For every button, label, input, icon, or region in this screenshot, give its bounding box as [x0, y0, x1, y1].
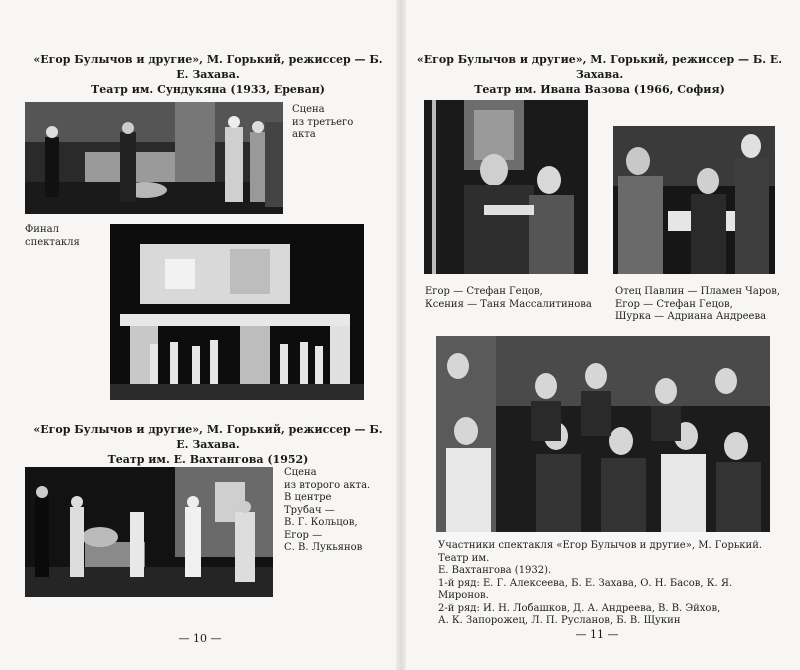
caption-vakhtangov-act2 [284, 467, 392, 555]
caption-line: 2-й ряд: И. Н. Лобашков, Д. А. Андреева, В. В. Эйхов, [438, 602, 721, 614]
caption-line: Егор — Стефан Гецов, [425, 286, 543, 297]
caption-yerevan-act3 [292, 104, 392, 142]
caption-line: из третьего [292, 116, 354, 128]
caption-line: Финал [25, 224, 59, 235]
photo-vakhtangov-act2 [25, 467, 273, 597]
caption-sofia-scene-2 [615, 286, 795, 324]
left-heading-2 [28, 422, 388, 467]
page-number-10: — 10 — [178, 632, 222, 645]
caption-line: акта [292, 129, 316, 140]
caption-line: Егор — Стефан Гецов, [615, 298, 733, 310]
caption-line: В. Г. Кольцов, [284, 517, 358, 528]
caption-line: Участники спектакля «Егор Булычов и другие», М. Горький. Театр им. [438, 540, 763, 564]
caption-line: Шурка — Адриана Андреева [615, 311, 767, 322]
caption-line: Е. Вахтангова (1932). [438, 565, 552, 576]
book-gutter [396, 0, 406, 670]
caption-line: Трубач — [284, 504, 335, 516]
left-heading-2-line1: «Егор Булычов и другие», М. Горький, режиссер — Б. Е. Захава. [33, 423, 383, 451]
photo-yerevan-act3 [25, 102, 283, 214]
caption-line: Ксения — Таня Массалитинова [425, 298, 592, 310]
caption-line: Сцена [292, 104, 325, 115]
right-heading-line1: «Егор Булычов и другие», М. Горький, режиссер — Б. Е. Захава. [416, 53, 783, 81]
photo-sofia-scene-2 [613, 126, 775, 274]
caption-line: А. К. Запорожец, Л. П. Русланов, Б. В. Щукин [438, 615, 681, 626]
caption-line: Сцена [284, 467, 317, 478]
right-heading [412, 52, 787, 97]
left-heading-2-line2: Театр им. Е. Вахтангова (1952) [107, 453, 309, 466]
caption-line: спектакля [25, 236, 80, 248]
caption-yerevan-finale [25, 224, 105, 249]
caption-line: В центре [284, 492, 332, 503]
left-heading-1-line2: Театр им. Сундукяна (1933, Ереван) [91, 83, 325, 96]
page-number-11: — 11 — [575, 628, 619, 641]
photo-cast-group [436, 336, 770, 532]
caption-line: Отец Павлин — Пламен Чаров, [615, 286, 781, 297]
photo-yerevan-finale [110, 224, 364, 400]
caption-line: С. В. Лукьянов [284, 542, 363, 553]
caption-line: Егор — [284, 529, 323, 541]
left-heading-1-line1: «Егор Булычов и другие», М. Горький, режиссер — Б. Е. Захава. [33, 53, 383, 81]
photo-sofia-scene-1 [424, 100, 588, 274]
left-heading-1 [28, 52, 388, 97]
caption-sofia-scene-1 [425, 286, 610, 311]
right-heading-line2: Театр им. Ивана Вазова (1966, София) [474, 83, 725, 96]
caption-line: из второго акта. [284, 479, 371, 491]
caption-cast-group [438, 540, 783, 628]
caption-line: 1-й ряд: Е. Г. Алексеева, Б. Е. Захава, О. Н. Басов, К. Я. Миронов. [438, 577, 733, 601]
